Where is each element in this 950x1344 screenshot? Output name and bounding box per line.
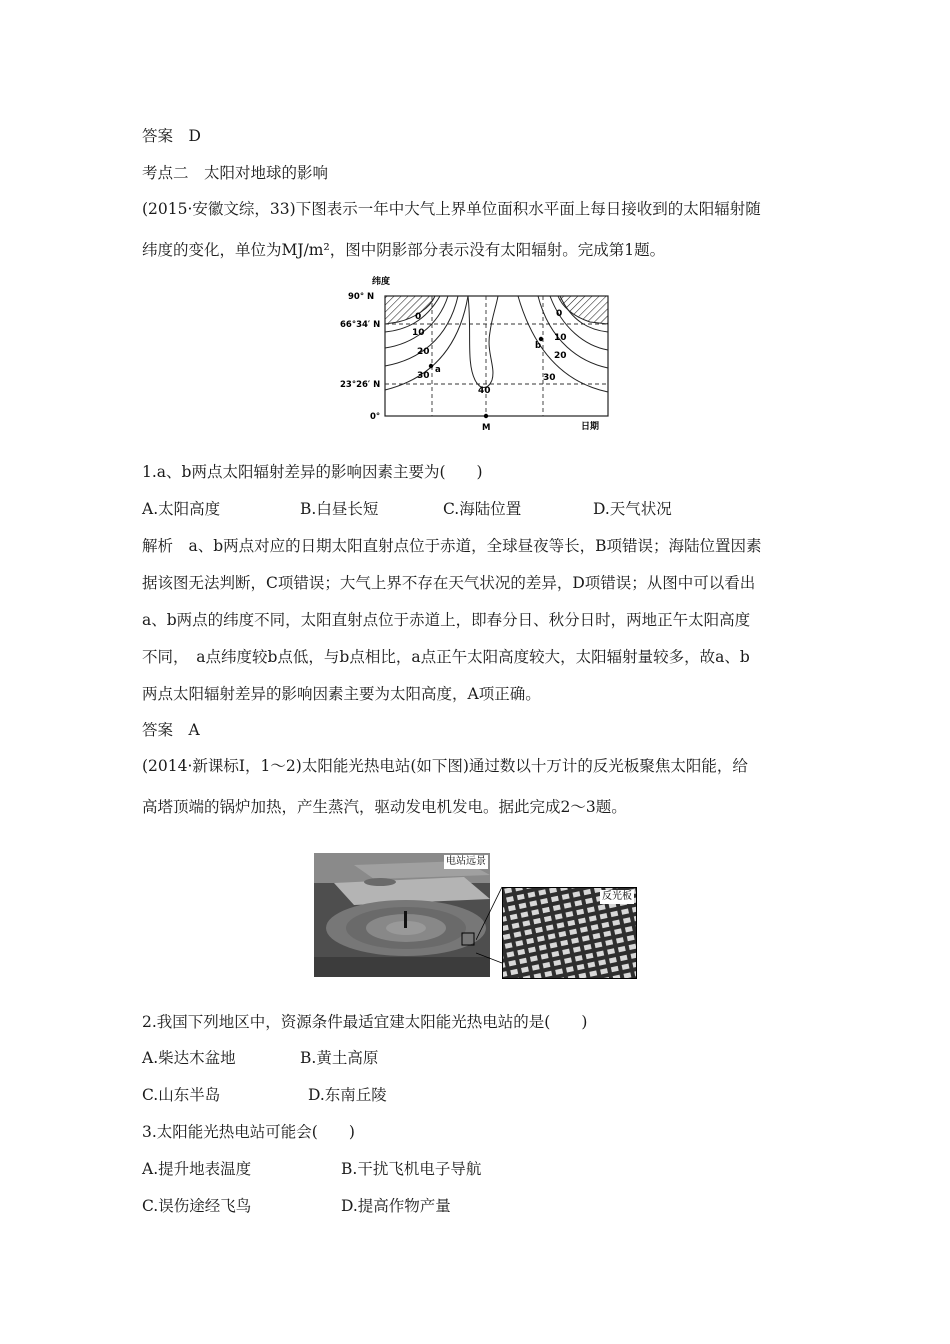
question-1: 1.a、b两点太阳辐射差异的影响因素主要为( ) <box>142 463 483 481</box>
reflector-inset-photo <box>502 887 637 979</box>
lat-label-23: 23°26′ N <box>340 380 381 390</box>
polar-night-right <box>558 296 608 324</box>
intro-2-line-a: (2014·新课标Ⅰ，1～2)太阳能光热电站(如下图)通过数以十万计的反光板聚焦太阳能，给 <box>142 757 748 775</box>
analysis-line-2: 据该图无法判断，C项错误；大气上界不存在天气状况的差异，D项错误；从图中可以看出 <box>142 574 756 592</box>
lat-label-90: 90° N <box>348 292 375 302</box>
answer-line-1: 答案 D <box>142 127 201 145</box>
question-2: 2.我国下列地区中，资源条件最适宜建太阳能光热电站的是( ) <box>142 1013 588 1031</box>
lat-label-66: 66°34′ N <box>340 320 381 330</box>
q2-option-b: B.黄土高原 <box>300 1049 379 1067</box>
contour-label-right-20: 20 <box>554 351 567 361</box>
q1-option-b: B.白昼长短 <box>300 500 379 518</box>
q1-option-c: C.海陆位置 <box>443 500 522 518</box>
section-title: 考点二 太阳对地球的影响 <box>142 164 329 182</box>
q3-option-b: B.干扰飞机电子导航 <box>341 1160 482 1178</box>
point-a-label: a <box>435 365 441 375</box>
lat-label-0: 0° <box>370 412 381 422</box>
axis-title-date: 日期 <box>581 422 600 432</box>
q3-option-c: C.误伤途经飞鸟 <box>142 1197 252 1215</box>
contour-label-left-30: 30 <box>417 371 430 381</box>
m-label: M <box>482 423 491 433</box>
analysis-line-5: 两点太阳辐射差异的影响因素主要为太阳高度，A项正确。 <box>142 685 541 703</box>
power-plant-drawing <box>314 853 490 977</box>
q3-option-a: A.提升地表温度 <box>142 1160 252 1178</box>
contour-label-left-0: 0 <box>415 312 422 322</box>
point-m-dot <box>484 414 488 418</box>
analysis-line-4: 不同， a点纬度较b点低，与b点相比，a点正午太阳高度较大，太阳辐射量较多，故a、b <box>142 648 750 666</box>
q3-option-d: D.提高作物产量 <box>341 1197 451 1215</box>
contour-label-right-0: 0 <box>556 309 563 319</box>
axis-title-latitude: 纬度 <box>372 277 391 287</box>
contour-label-left-10: 10 <box>412 328 425 338</box>
photo-main-label: 电站远景 <box>446 856 486 867</box>
intro-2-line-b: 高塔顶端的锅炉加热，产生蒸汽，驱动发电机发电。据此完成2～3题。 <box>142 798 627 816</box>
q2-option-d: D.东南丘陵 <box>308 1086 387 1104</box>
answer-line-2: 答案 A <box>142 721 200 739</box>
question-3: 3.太阳能光热电站可能会( ) <box>142 1123 355 1141</box>
point-a-dot <box>429 364 433 368</box>
polar-night-left <box>385 296 435 324</box>
power-plant-photo <box>314 853 490 977</box>
contour-40 <box>468 296 498 388</box>
contour-label-right-30: 30 <box>543 373 556 383</box>
q1-option-d: D.天气状况 <box>593 500 672 518</box>
q2-option-c: C.山东半岛 <box>142 1086 221 1104</box>
radiation-isoline-diagram <box>340 272 615 437</box>
contour-label-right-10: 10 <box>554 333 567 343</box>
q1-option-a: A.太阳高度 <box>142 500 221 518</box>
contour-label-40: 40 <box>478 386 491 396</box>
intro-1-line-a: (2015·安徽文综，33)下图表示一年中大气上界单位面积水平面上每日接收到的太阳辐射随 <box>142 200 761 218</box>
point-b-label: b <box>535 341 542 351</box>
photo-inset-label: 反光板 <box>602 891 632 902</box>
contour-label-left-20: 20 <box>417 347 430 357</box>
analysis-line-3: a、b两点的纬度不同，太阳直射点位于赤道上，即春分日、秋分日时，两地正午太阳高度 <box>142 611 751 629</box>
analysis-line-1: 解析 a、b两点对应的日期太阳直射点位于赤道，全球昼夜等长，B项错误；海陆位置因素 <box>142 537 762 555</box>
intro-1-line-b: 纬度的变化，单位为MJ/m²，图中阴影部分表示没有太阳辐射。完成第1题。 <box>142 241 666 259</box>
q2-option-a: A.柴达木盆地 <box>142 1049 236 1067</box>
